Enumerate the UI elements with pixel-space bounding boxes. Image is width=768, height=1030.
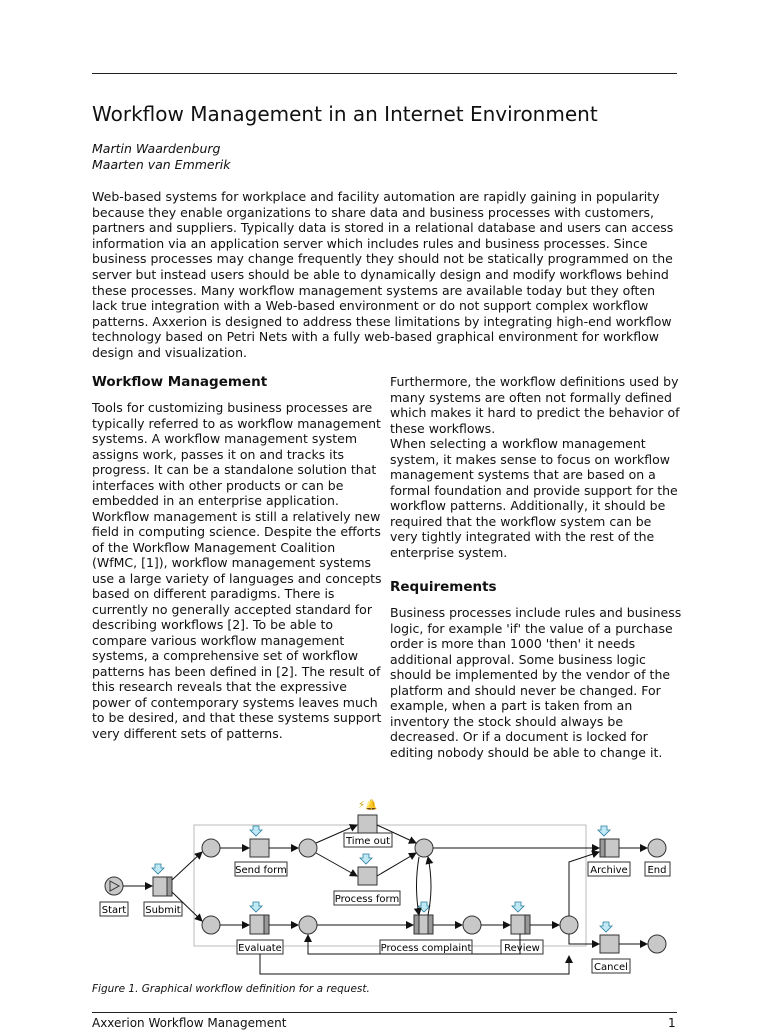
- place-circle: [202, 839, 220, 857]
- place-circle: [202, 916, 220, 934]
- cancel-label: Cancel: [594, 962, 628, 973]
- token-icon: [600, 922, 612, 932]
- token-icon: [418, 902, 430, 912]
- submit-label: Submit: [145, 905, 181, 916]
- section-heading-workflow-management: Workflow Management: [92, 374, 268, 390]
- evaluate-label: Evaluate: [238, 943, 282, 954]
- page-number: 1: [668, 1016, 676, 1030]
- figure-caption: Figure 1. Graphical workflow definition for a request.: [92, 983, 370, 995]
- token-icon: [512, 902, 524, 912]
- end-place: [648, 839, 666, 857]
- token-icon: [598, 826, 610, 836]
- start-label: Start: [101, 905, 127, 916]
- author-name: Maarten van Emmerik: [92, 157, 231, 172]
- review-label: Review: [504, 943, 540, 954]
- top-rule: [92, 73, 677, 74]
- token-icon: [250, 902, 262, 912]
- place-circle: [299, 916, 317, 934]
- send-form-label: Send form: [235, 865, 287, 876]
- abstract-paragraph: Web-based systems for workplace and facility automation are rapidly gaining in popularity because they enable organizations to share data and business processes with customers, partners and suppliers. Typically data is stored in a relational database and users can access information via an application server which includes rules and business processes. Since business processes may change frequently they should not be statically programmed on the server but instead users should be able to dynamically design and modify workflows behind these processes. Many workflow management systems are available today but they often lack true integration with a Web-based environment or do not support complex workflow patterns. Axxerion is designed to address these limitations by integrating high-end workflow technology based on Petri Nets with a fully web-based graphical environment for workflow design and visualization.: [92, 189, 674, 360]
- place-circle: [463, 916, 481, 934]
- place-circle: [415, 839, 433, 857]
- author-name: Martin Waardenburg: [92, 141, 221, 156]
- body-paragraph: Business processes include rules and business logic, for example 'if' the value of a purchase order is more than 1000 'then' it needs additional approval. Some business logic should be implemented by the vendor of the platform and should never be changed. For example, when a part is taken from an inventory the stock should always be decreased. Or if a document is locked for editing nobody should be able to change it.: [390, 605, 682, 760]
- section-heading-requirements: Requirements: [390, 579, 497, 595]
- process-complaint-label: Process complaint: [380, 943, 472, 954]
- time-out-label: Time out: [345, 836, 391, 847]
- send-form-transition: [250, 839, 269, 857]
- end-label: End: [647, 865, 667, 876]
- token-icon: [250, 826, 262, 836]
- body-paragraph: Tools for customizing business processes are typically referred to as workflow management systems. A workflow management system assigns work, passes it on and tracks its progress. It can be a standalone solution that interfaces with other products or can be embedded in an enterprise application.: [92, 400, 381, 508]
- token-icon: [360, 854, 372, 864]
- footer-title: Axxerion Workflow Management: [92, 1016, 287, 1030]
- place-circle: [299, 839, 317, 857]
- author-list: [92, 141, 230, 173]
- workflow-diagram: [96, 792, 696, 978]
- body-paragraph: Workflow management is still a relatively new field in computing science. Despite the efforts of the Workflow Management Coalition (WfMC, [1]), workflow management systems use a large variety of languages and concepts based on different paradigms. There is currently no generally accepted standard for describing workflows [2]. To be able to compare various workflow management systems, a comprehensive set of workflow patterns has been defined in [2]. The result of this research reveals that the expressive power of contemporary systems leaves much to be desired, and that these systems support very different sets of patterns.: [92, 508, 382, 741]
- process-form-transition: [358, 867, 377, 885]
- paper-title: Workflow Management in an Internet Environment: [92, 102, 598, 126]
- token-icon: [152, 864, 164, 874]
- body-paragraph: Furthermore, the workflow definitions used by many systems are often not formally defined which makes it hard to predict the behavior of these workflows.: [390, 374, 680, 436]
- archive-label: Archive: [590, 865, 628, 876]
- left-column: [92, 373, 384, 741]
- cancel-transition: [600, 935, 619, 953]
- process-form-label: Process form: [334, 894, 400, 905]
- bottom-rule: [92, 1012, 677, 1013]
- time-out-transition: [358, 815, 377, 833]
- lightning-bell-icon: ⚡🔔: [358, 800, 378, 811]
- start-node: [105, 877, 123, 895]
- place-circle: [560, 916, 578, 934]
- right-column: [390, 374, 682, 760]
- cancel-place: [648, 935, 666, 953]
- workflow-figure: [96, 792, 696, 978]
- body-paragraph: When selecting a workflow management system, it makes sense to focus on workflow management systems that are based on a formal foundation and provide support for the workflow patterns. Additionally, it should be required that the workflow system can be very tightly integrated with the rest of the enterprise system.: [390, 436, 678, 560]
